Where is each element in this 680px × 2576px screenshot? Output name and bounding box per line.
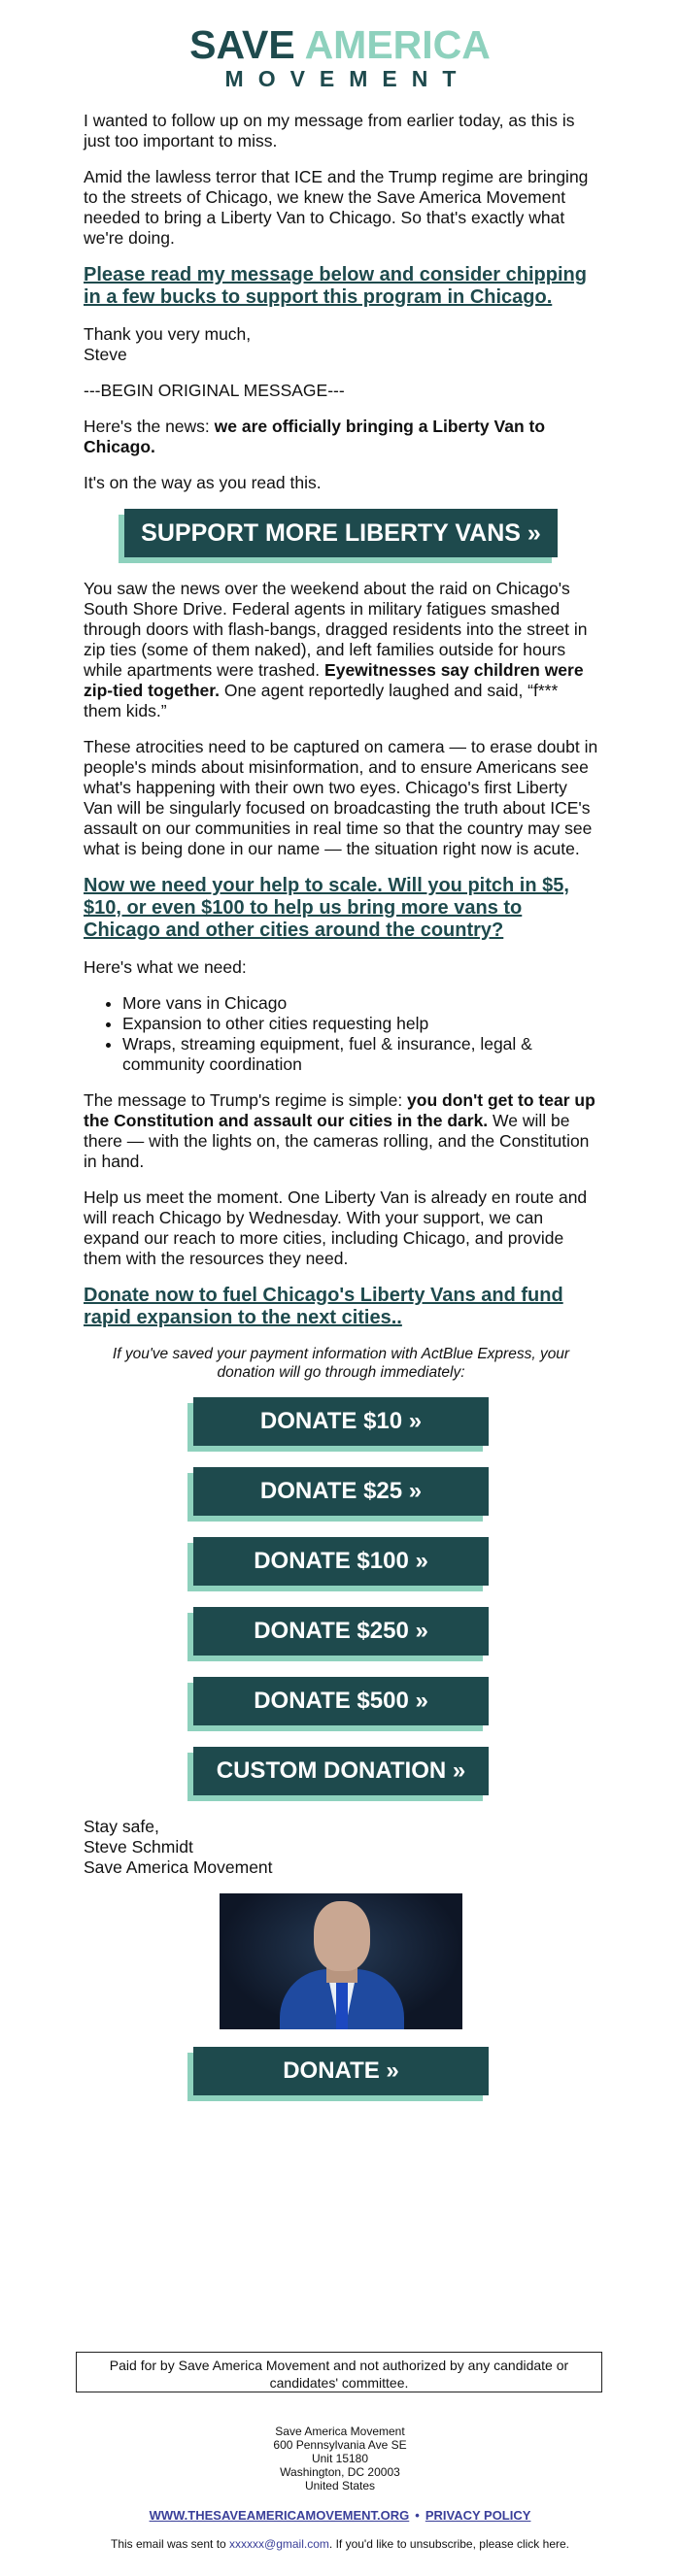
unsubscribe-text[interactable]: . If you'd like to unsubscribe, please click here. <box>328 2537 569 2551</box>
begin-original-message: ---BEGIN ORIGINAL MESSAGE--- <box>84 381 345 400</box>
steve-schmidt-photo <box>220 1893 462 2029</box>
logo-save: SAVE <box>189 22 295 67</box>
raid-paragraph: You saw the news over the weekend about the raid on Chicago's South Shore Drive. Federal agents in military fatigues smashed through doors with flash-bangs, dragged residents into the street in zip ties (some of them naked), and left families outside for hours while apartments were trashed. Eyewitnesses say children were zip-tied together. One agent reportedly laughed and said, “f*** them kids.” <box>84 579 588 720</box>
donate-100-button[interactable]: DONATE $100 » <box>193 1537 489 1586</box>
message-paragraph: The message to Trump's regime is simple: you don't get to tear up the Constitution and assault our cities in the dark. We will be there — with the lights on, the cameras rolling, and the Constitution in hand. <box>84 1090 595 1171</box>
closing-stay: Stay safe, <box>84 1817 159 1836</box>
donate-now-link[interactable]: Donate now to fuel Chicago's Liberty Vans and fund rapid expansion to the next cities.. <box>84 1285 563 1328</box>
actblue-note: If you've saved your payment information with ActBlue Express, your donation will go through immediately: <box>112 1346 570 1381</box>
list-item: • Expansion to other cities requesting help <box>122 1014 598 1034</box>
logo-america: AMERICA <box>304 22 491 67</box>
paid-for-disclaimer: Paid for by Save America Movement and not authorized by any candidate or candidates' committee. <box>76 2352 602 2392</box>
footer-links <box>0 2508 680 2523</box>
thanks-text: Thank you very much, <box>84 324 252 344</box>
intro-paragraph-1: I wanted to follow up on my message from earlier today, as this is just too important to miss. <box>84 111 575 151</box>
intro-paragraph-2: Amid the lawless terror that ICE and the Trump regime are bringing to the streets of Chicago, we knew the Save America Movement needed to bring a Liberty Van to Chicago. So that's exactly what we're doing. <box>84 167 589 248</box>
pitch-in-link[interactable]: Now we need your help to scale. Will you pitch in $5, $10, or even $100 to help us bring more vans to Chicago and other cities around the country? <box>84 875 569 941</box>
donate-500-button[interactable]: DONATE $500 » <box>193 1677 489 1725</box>
read-message-link[interactable]: Please read my message below and consider chipping in a few bucks to support this program in Chicago. <box>84 264 587 308</box>
closing-block <box>84 1817 598 1878</box>
closing-name: Steve Schmidt <box>84 1837 193 1857</box>
support-liberty-vans-button[interactable]: SUPPORT MORE LIBERTY VANS » <box>124 509 558 557</box>
thanks-block <box>84 324 598 365</box>
donate-10-button[interactable]: DONATE $10 » <box>193 1397 489 1446</box>
thanks-signature: Steve <box>84 345 127 364</box>
donate-250-button[interactable]: DONATE $250 » <box>193 1607 489 1656</box>
email-body <box>84 111 598 2138</box>
mailing-address: Save America Movement 600 Pennsylvania Ave SE Unit 15180 Washington, DC 20003 United States <box>273 2425 407 2492</box>
unsubscribe-notice: This email was sent to xxxxxx@gmail.com. If you'd like to unsubscribe, please click here. <box>110 2537 569 2551</box>
privacy-policy-link[interactable]: PRIVACY POLICY <box>425 2508 531 2523</box>
logo-movement: MOVEMENT <box>224 66 471 91</box>
need-heading: Here's what we need: <box>84 957 247 977</box>
on-way-paragraph: It's on the way as you read this. <box>84 473 322 492</box>
final-donate-button[interactable]: DONATE » <box>193 2047 489 2095</box>
news-paragraph: Here's the news: we are officially bringing a Liberty Van to Chicago. <box>84 417 546 456</box>
footer-separator: • <box>415 2508 420 2523</box>
custom-donation-button[interactable]: CUSTOM DONATION » <box>193 1747 489 1795</box>
help-paragraph: Help us meet the moment. One Liberty Van is already en route and will reach Chicago by Wednesday. With your support, we can expand our reach to more cities, including Chicago, and provide them with the resources they need. <box>84 1188 588 1268</box>
list-item: • Wraps, streaming equipment, fuel & insurance, legal & community coordination <box>122 1034 598 1075</box>
recipient-email: xxxxxx@gmail.com <box>229 2537 329 2551</box>
list-item: • More vans in Chicago <box>122 993 598 1014</box>
needs-list <box>84 993 598 1075</box>
atrocities-paragraph: These atrocities need to be captured on camera — to erase doubt in people's minds about misinformation, and to ensure Americans see what's happening with their own two eyes. Chicago's first Liberty Van will be singularly focused on broadcasting the truth about ICE's assault on our communities in real time so that the country may see what is being done in our name — the situation right now is acute. <box>84 737 598 858</box>
closing-org: Save America Movement <box>84 1857 273 1877</box>
website-link[interactable]: WWW.THESAVEAMERICAMOVEMENT.ORG <box>149 2508 410 2523</box>
donate-25-button[interactable]: DONATE $25 » <box>193 1467 489 1516</box>
logo[interactable] <box>0 23 680 91</box>
